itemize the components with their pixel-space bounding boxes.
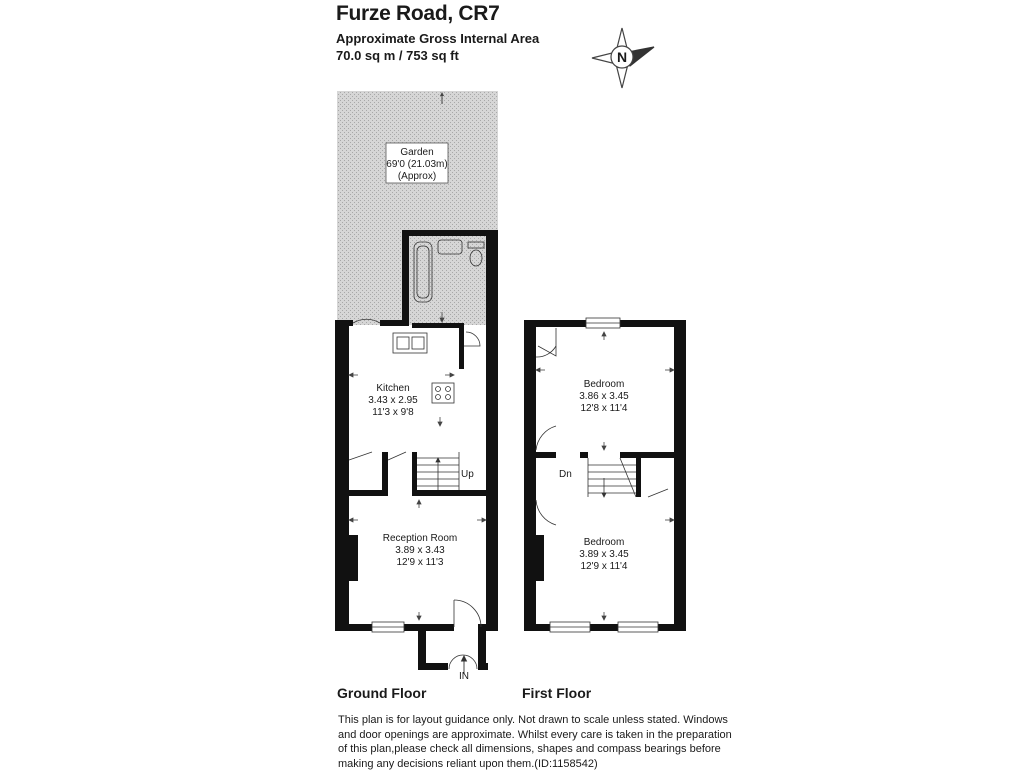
disclaimer-line: and door openings are approximate. Whilst every care is taken in the preparation [338, 728, 728, 743]
garden-metric: 69'0 (21.03m) [386, 159, 447, 170]
area-value: 70.0 sq m / 753 sq ft [336, 48, 459, 63]
kitchen-imperial: 11'3 x 9'8 [372, 407, 414, 418]
bedroom1-metric: 3.86 x 3.45 [579, 391, 629, 402]
bedroom2-metric: 3.89 x 3.45 [579, 549, 629, 560]
first-floor-walls [524, 320, 686, 631]
stairs-up-label: Up [461, 469, 474, 480]
disclaimer [338, 713, 728, 771]
first-floor-fixtures [536, 318, 668, 632]
entrance-label: IN [459, 671, 469, 682]
garden-label: Garden [400, 147, 433, 158]
page-title: Furze Road, CR7 [336, 2, 500, 26]
reception-label: Reception Room [383, 533, 457, 544]
reception-imperial: 12'9 x 11'3 [396, 557, 443, 568]
kitchen-metric: 3.43 x 2.95 [368, 395, 418, 406]
reception-metric: 3.89 x 3.43 [395, 545, 445, 556]
garden-area [337, 91, 498, 325]
kitchen-label: Kitchen [376, 383, 409, 394]
garden-imperial: (Approx) [398, 171, 436, 182]
first-floor-stairs [588, 458, 636, 497]
stairs-down-label: Dn [559, 469, 572, 480]
disclaimer-line: making any decisions reliant upon them.(ID:1158542) [338, 757, 728, 771]
disclaimer-line: This plan is for layout guidance only. Not drawn to scale unless stated. Windows [338, 713, 728, 728]
bedroom1-imperial: 12'8 x 11'4 [580, 403, 627, 414]
ground-floor-label: Ground Floor [337, 685, 426, 701]
compass-letter: N [617, 49, 627, 65]
area-label: Approximate Gross Internal Area [336, 31, 539, 46]
compass-icon [592, 28, 654, 88]
dimension-arrows [349, 312, 674, 620]
disclaimer-line: of this plan,please check all dimensions, shapes and compass bearings before [338, 742, 728, 757]
bedroom2-imperial: 12'9 x 11'4 [580, 561, 627, 572]
bedroom2-label: Bedroom [584, 537, 625, 548]
bedroom1-label: Bedroom [584, 379, 625, 390]
first-floor-label: First Floor [522, 685, 591, 701]
ground-floor-stairs [417, 452, 459, 490]
